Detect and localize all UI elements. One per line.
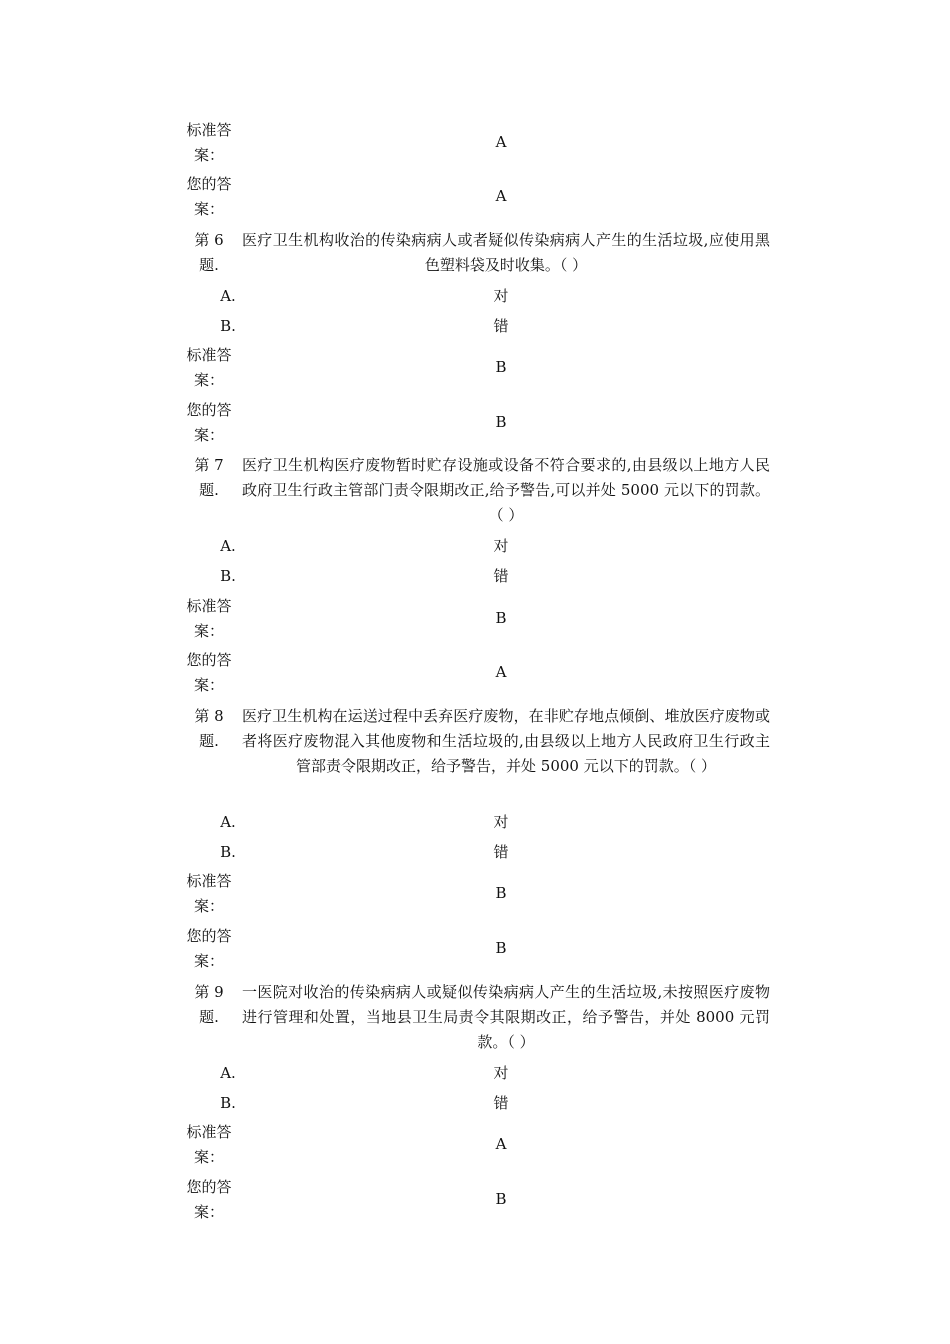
standard-answer-value: B <box>495 884 507 902</box>
question-number: 第 8 题. <box>194 707 224 750</box>
option-label: B. <box>220 567 236 585</box>
standard-answer-value: B <box>495 358 507 376</box>
standard-answer-value: B <box>495 609 507 627</box>
option-text: 错 <box>493 1094 509 1112</box>
option-row <box>178 284 778 309</box>
standard-answer-row <box>178 594 778 644</box>
question-text: 一医院对收治的传染病病人或疑似传染病病人产生的生活垃圾,未按照医疗废物进行管理和处置，当地县卫生局责令其限期改正，给予警告，并处 8000 元罚款。（ ） <box>242 983 770 1051</box>
option-row <box>178 840 778 865</box>
your-answer-label: 您的答 案： <box>186 651 232 694</box>
your-answer-row <box>178 1175 778 1225</box>
option-text: 对 <box>493 287 509 305</box>
option-text: 错 <box>493 567 509 585</box>
question-row <box>178 704 778 804</box>
your-answer-label: 您的答 案： <box>186 175 232 218</box>
your-answer-label: 您的答 案： <box>186 1178 232 1221</box>
question-text: 医疗卫生机构在运送过程中丢弃医疗废物，在非贮存地点倾倒、堆放医疗废物或者将医疗废物混入其他废物和生活垃圾的,由县级以上地方人民政府卫生行政主管部责令限期改正，给予警告，并处 5000 元以下的罚款。（ ） <box>242 707 770 775</box>
option-text: 错 <box>493 317 509 335</box>
your-answer-row <box>178 648 778 698</box>
option-row <box>178 1091 778 1116</box>
option-label: B. <box>220 1094 236 1112</box>
your-answer-value: B <box>495 413 507 431</box>
standard-answer-row <box>178 869 778 919</box>
question-row <box>178 980 778 1055</box>
option-row <box>178 534 778 559</box>
question-text: 医疗卫生机构医疗废物暂时贮存设施或设备不符合要求的,由县级以上地方人民政府卫生行政主管部门责令限期改正,给予警告,可以并处 5000 元以下的罚款。（ ） <box>242 456 770 524</box>
option-row <box>178 564 778 589</box>
option-text: 对 <box>493 1064 509 1082</box>
your-answer-label: 您的答 案： <box>186 927 232 970</box>
standard-answer-row <box>178 343 778 393</box>
your-answer-label: 您的答 案： <box>186 401 232 444</box>
option-label: B. <box>220 843 236 861</box>
option-text: 错 <box>493 843 509 861</box>
question-number: 第 7 题. <box>194 456 224 499</box>
your-answer-value: A <box>495 187 507 205</box>
standard-answer-label: 标准答 案： <box>186 872 232 915</box>
standard-answer-label: 标准答 案： <box>186 597 232 640</box>
option-label: A. <box>220 287 236 305</box>
question-number: 第 9 题. <box>194 983 224 1026</box>
your-answer-row <box>178 398 778 448</box>
your-answer-row <box>178 924 778 974</box>
your-answer-value: B <box>495 939 507 957</box>
question-number: 第 6 题. <box>194 231 224 274</box>
option-label: B. <box>220 317 236 335</box>
standard-answer-row <box>178 118 778 168</box>
your-answer-value: A <box>495 663 507 681</box>
question-row <box>178 453 778 528</box>
standard-answer-row <box>178 1120 778 1170</box>
option-label: A. <box>220 537 236 555</box>
question-row <box>178 228 778 278</box>
question-text: 医疗卫生机构收治的传染病病人或者疑似传染病病人产生的生活垃圾,应使用黑色塑料袋及时收集。（ ） <box>242 231 770 274</box>
your-answer-row <box>178 172 778 222</box>
option-text: 对 <box>493 813 509 831</box>
standard-answer-label: 标准答 案： <box>186 121 232 164</box>
standard-answer-label: 标准答 案： <box>186 346 232 389</box>
option-label: A. <box>220 813 236 831</box>
standard-answer-value: A <box>495 133 507 151</box>
option-row <box>178 1061 778 1086</box>
option-text: 对 <box>493 537 509 555</box>
standard-answer-label: 标准答 案： <box>186 1123 232 1166</box>
option-row <box>178 810 778 835</box>
option-row <box>178 314 778 339</box>
option-label: A. <box>220 1064 236 1082</box>
standard-answer-value: A <box>495 1135 507 1153</box>
your-answer-value: B <box>495 1190 507 1208</box>
